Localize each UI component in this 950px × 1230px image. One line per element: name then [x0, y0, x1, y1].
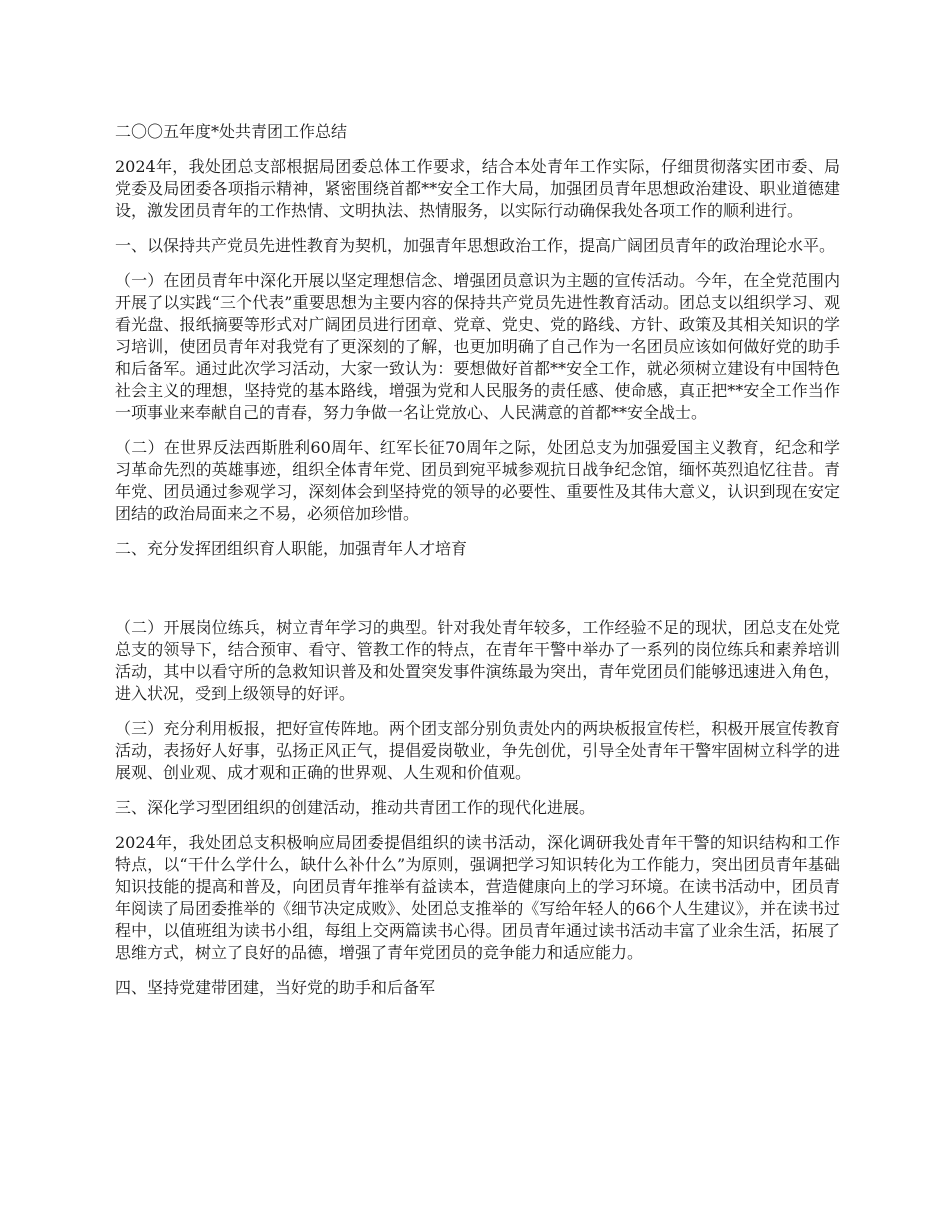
paragraph-1-2: （二）在世界反法西斯胜利60周年、红军长征70周年之际，处团总支为加强爱国主义教育，纪念和学习革命先烈的英雄事迹，组织全体青年党、团员到宛平城参观抗日战争纪念馆，缅怀英烈追忆往昔。青年党、团员通过参观学习，深刻体会到坚持党的领导的必要性、重要性及其伟大意义，认识到现在安定团结的政治局面来之不易，必须倍加珍惜。 [115, 438, 840, 523]
document-title: 二〇〇五年度*处共青团工作总结 [115, 122, 348, 141]
section-heading-1: 一、以保持共产党员先进性教育为契机，加强青年思想政治工作，提高广阔团员青年的政治理论水平。 [115, 236, 836, 255]
paragraph-intro: 2024年，我处团总支部根据局团委总体工作要求，结合本处青年工作实际，仔细贯彻落实团市委、局党委及局团委各项指示精神，紧密围绕首都**安全工作大局，加强团员青年思想政治建设、职业道德建设，激发团员青年的工作热情、文明执法、热情服务，以实际行动确保我处各项工作的顺利进行。 [115, 157, 840, 220]
paragraph-1-1: （一）在团员青年中深化开展以坚定理想信念、增强团员意识为主题的宣传活动。今年，在全党范围内开展了以实践“三个代表”重要思想为主要内容的保持共产党员先进性教育活动。团总支以组织学习、观看光盘、报纸摘要等形式对广阔团员进行团章、党章、党史、党的路线、方针、政策及其相关知识的学习培训，使团员青年对我党有了更深刻的了解，也更加明确了自己作为一名团员应该如何做好党的助手和后备军。通过此次学习活动，大家一致认为：要想做好首都**安全工作，就必须树立建设有中国特色社会主义的理想，坚持党的基本路线，增强为党和人民服务的责任感、使命感，真正把**安全工作当作一项事业来奉献自己的青春，努力争做一名让党放心、人民满意的首都**安全战士。 [115, 271, 840, 422]
document-page [115, 121, 840, 1012]
section-heading-4: 四、坚持党建带团建，当好党的助手和后备军 [115, 978, 436, 997]
section-heading-2: 二、充分发挥团组织育人职能，加强青年人才培育 [115, 539, 468, 558]
blank-gap [115, 573, 840, 617]
section-heading-3: 三、深化学习型团组织的创建活动，推动共青团工作的现代化进展。 [115, 798, 596, 817]
paragraph-2-2: （二）开展岗位练兵，树立青年学习的典型。针对我处青年较多，工作经验不足的现状，团总支在处党总支的领导下，结合预审、看守、管教工作的特点，在青年干警中举办了一系列的岗位练兵和素养培训活动，其中以看守所的急救知识普及和处置突发事件演练最为突出，青年党团员们能够迅速进入角色，进入状况，受到上级领导的好评。 [115, 618, 840, 703]
paragraph-2-3: （三）充分利用板报，把好宣传阵地。两个团支部分别负责处内的两块板报宣传栏，积极开展宣传教育活动，表扬好人好事，弘扬正风正气，提倡爱岗敬业，争先创优，引导全处青年干警牢固树立科学的进展观、创业观、成才观和正确的世界观、人生观和价值观。 [115, 719, 840, 782]
paragraph-3-1: 2024年，我处团总支积极响应局团委提倡组织的读书活动，深化调研我处青年干警的知识结构和工作特点，以“干什么学什么，缺什么补什么”为原则，强调把学习知识转化为工作能力，突出团员青年基础知识技能的提高和普及，向团员青年推举有益读本，营造健康向上的学习环境。在读书活动中，团员青年阅读了局团委推举的《细节决定成败》、处团总支推举的《写给年轻人的66个人生建议》，并在读书过程中，以值班组为读书小组，每组上交两篇读书心得。团员青年通过读书活动丰富了业余生活，拓展了思维方式，树立了良好的品德，增强了青年党团员的竞争能力和适应能力。 [115, 833, 840, 962]
